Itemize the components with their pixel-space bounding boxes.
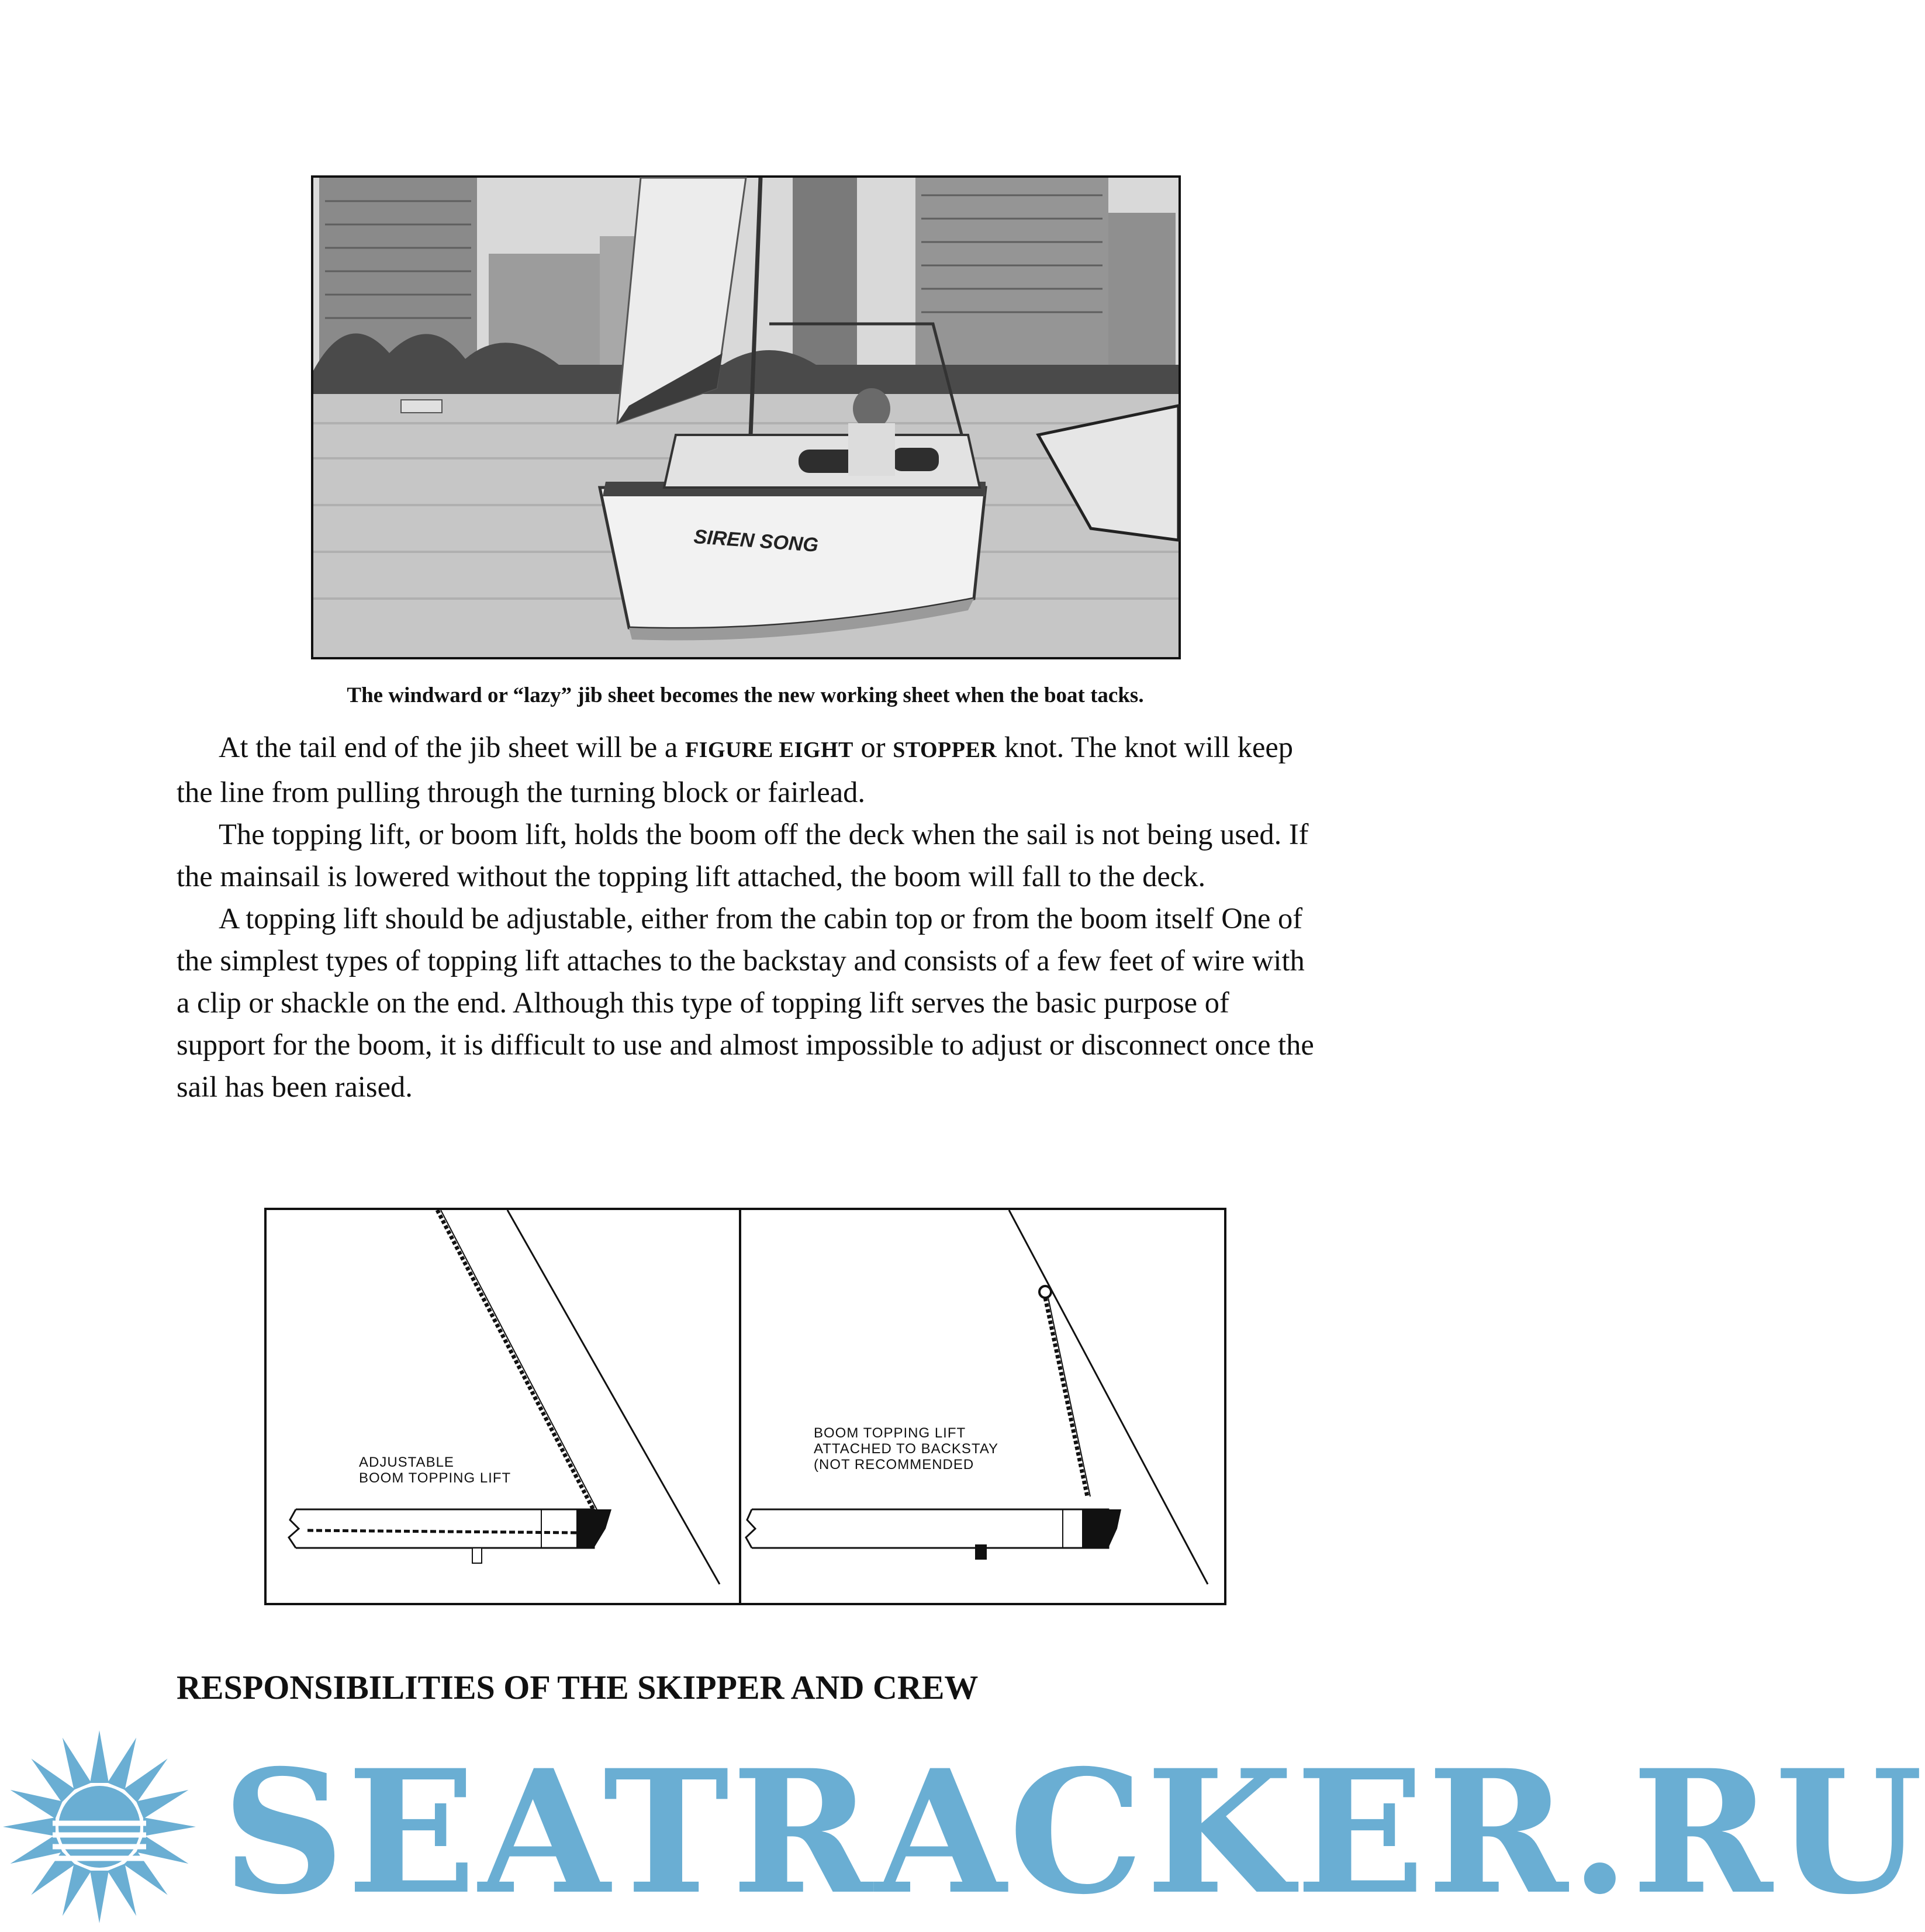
right-label-line-1: BOOM TOPPING LIFT <box>814 1425 966 1441</box>
paragraph-1 <box>177 726 1322 813</box>
sun-logo-icon <box>0 1719 222 1929</box>
watermark-text: SEATRACKER.RU <box>222 1733 1925 1932</box>
term-stopper: STOPPER <box>893 738 997 762</box>
right-label-line-2: ATTACHED TO BACKSTAY <box>814 1441 999 1457</box>
paragraph-2: The topping lift, or boom lift, holds the boom off the deck when the sail is not being used. If the mainsail is lowered without the topping lift attached, the boom will fall to the deck. <box>177 818 1309 893</box>
left-label-line-1: ADJUSTABLE <box>359 1454 454 1470</box>
p1-text-c: knot. The knot will keep the line from pulling through the turning block or fairlead. <box>177 731 1294 808</box>
left-label-line-2: BOOM TOPPING LIFT <box>359 1470 512 1486</box>
topping-lift-diagram <box>264 1208 1226 1605</box>
paragraph-3: A topping lift should be adjustable, either from the cabin top or from the boom itself One of the simplest types of topping lift attaches to the backstay and consists of a few feet of wire with a clip or shackle on the end. Although this type of topping lift serves the basic purpose of support for the boom, it is difficult to use and almost impossible to adjust or disconnect once the sail has been raised. <box>177 902 1314 1103</box>
p1-text-b: or <box>853 731 893 763</box>
left-panel-drawing <box>289 1210 720 1584</box>
sailboat-photo <box>311 175 1181 659</box>
body-text <box>177 726 1322 1108</box>
right-panel-drawing <box>746 1210 1208 1584</box>
right-diagram-label <box>814 1425 998 1473</box>
term-figure-eight: FIGURE EIGHT <box>685 738 853 762</box>
left-diagram-label <box>359 1454 511 1486</box>
p1-text-a: At the tail end of the jib sheet will be a <box>219 731 685 763</box>
section-heading: RESPONSIBILITIES OF THE SKIPPER AND CREW <box>177 1668 979 1706</box>
right-label-line-3: (NOT RECOMMENDED <box>814 1457 974 1473</box>
hull-lettering: SIREN SONG <box>693 526 820 557</box>
photo-caption: The windward or “lazy” jib sheet becomes the new working sheet when the boat tacks. <box>347 683 1144 707</box>
